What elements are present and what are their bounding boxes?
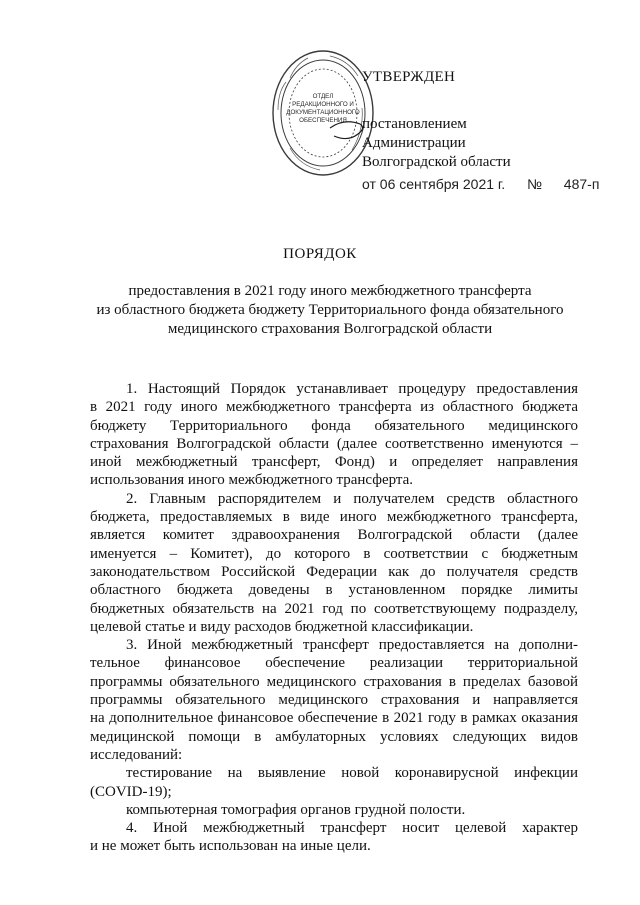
document-heading: ПОРЯДОК <box>283 246 357 262</box>
body-line: использования иного межбюджетного трансферта. <box>90 472 414 489</box>
document-body <box>90 380 578 856</box>
document-subtitle <box>80 282 580 339</box>
body-line: и не может быть использован на иные цели. <box>90 838 371 855</box>
body-line: областного бюджета доведены в установленном порядке лимиты <box>90 582 578 599</box>
body-line: на дополнительное финансовое обеспечение в 2021 году в рамках оказания <box>90 710 578 727</box>
approval-title: УТВЕРЖДЕН <box>362 69 456 85</box>
official-seal-stamp <box>270 48 376 178</box>
subtitle-line-2: из областного бюджета бюджету Территориального фонда обязательного <box>96 302 564 318</box>
body-line: законодательством Российской Федерации как до получателя средств <box>90 563 578 580</box>
body-line: программы обязательного медицинского страхования в пределах базовой <box>90 673 578 690</box>
body-line: тестирование на выявление новой коронавирусной инфекции <box>126 765 578 782</box>
body-line: иной межбюджетный трансферт, Фонд) и определяет направления <box>90 454 578 471</box>
decree-date: от 06 сентября 2021 г. <box>362 176 506 192</box>
body-line: страхования Волгоградской области (далее соответственно именуются – <box>90 435 578 452</box>
body-line: программы обязательного медицинского страхования и направляется <box>90 692 578 709</box>
body-line: исследований: <box>90 746 183 763</box>
decree-number: 487-п <box>563 176 600 192</box>
body-line: 1. Настоящий Порядок устанавливает процедуру предоставления <box>126 381 578 397</box>
body-line: целевой статье и виду расходов бюджетной классификации. <box>90 618 474 635</box>
subtitle-line-3: медицинского страхования Волгоградской области <box>167 321 493 337</box>
seal-center-line-1: ОТДЕЛ <box>312 93 334 100</box>
body-line: (COVID-19); <box>90 783 172 800</box>
body-line: 3. Иной межбюджетный трансферт предоставляется на дополни- <box>126 637 578 654</box>
body-line: медицинской помощи в амбулаторных условиях следующих видов <box>90 728 578 745</box>
approval-line-3: Волгоградской области <box>362 154 511 170</box>
body-line: является комитет здравоохранения Волгоградской области (далее <box>90 527 578 544</box>
approval-block <box>362 68 511 172</box>
body-line: в 2021 году иного межбюджетного трансферта из областного бюджета <box>90 399 578 416</box>
body-line: бюджетных обязательств на 2021 год по соответствующему подразделу, <box>90 600 578 617</box>
subtitle-line-1: предоставления в 2021 году иного межбюджетного трансферта <box>128 283 532 299</box>
approval-line-2: Администрации <box>362 135 466 151</box>
body-line: 4. Иной межбюджетный трансферт носит целевой характер <box>126 820 578 837</box>
decree-reference <box>362 176 599 192</box>
body-line: тельное финансовое обеспечение реализации территориальной <box>90 655 578 672</box>
body-line: 2. Главным распорядителем и получателем средств областного <box>126 490 578 507</box>
seal-center-line-3: ДОКУМЕНТАЦИОННОГО <box>286 109 360 116</box>
body-line: бюджету Территориального фонда обязательного медицинского <box>90 417 578 434</box>
seal-center-line-4: ОБЕСПЕЧЕНИЯ <box>299 117 347 124</box>
body-line: бюджета, предоставляемых в виде иного межбюджетного трансферта, <box>90 509 578 526</box>
decree-number-sign: № <box>526 176 543 192</box>
body-line: именуется – Комитет), до которого в соответствии с бюджетным <box>90 545 578 562</box>
body-line: компьютерная томография органов грудной полости. <box>126 801 466 818</box>
approval-line-1: постановлением <box>362 116 467 132</box>
seal-center-line-2: РЕДАКЦИОННОГО И <box>292 101 354 108</box>
